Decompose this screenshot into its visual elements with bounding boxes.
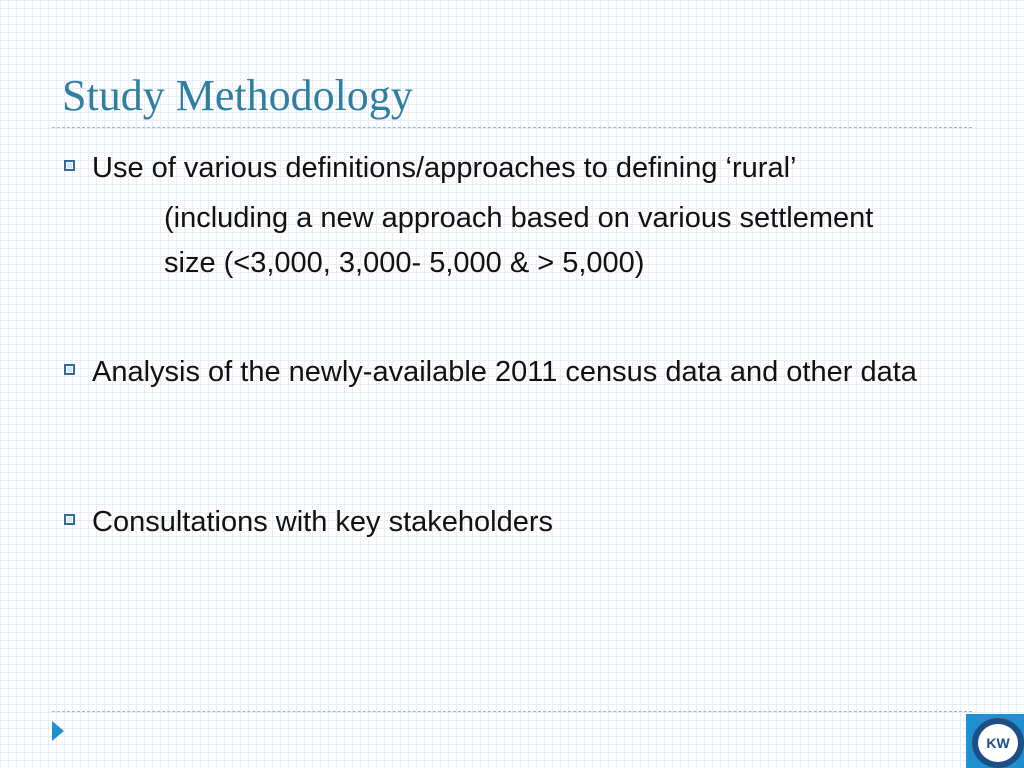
bullet-item [64, 146, 924, 190]
bullet-text: Analysis of the newly-available 2011 census data and other data [92, 356, 917, 388]
checkbox-bullet-icon [64, 514, 75, 525]
bullet-item [64, 500, 924, 544]
slide-title: Study Methodology [62, 71, 413, 120]
triangle-right-icon[interactable] [52, 721, 64, 741]
bullet-text: Use of various definitions/approaches to defining ‘rural’ [92, 152, 797, 184]
footer-divider [52, 711, 972, 712]
kw-logo: KW [972, 718, 1024, 768]
checkbox-bullet-icon [64, 364, 75, 375]
bullet-item [64, 350, 924, 394]
bullet-text: Consultations with key stakeholders [92, 506, 554, 538]
checkbox-bullet-icon [64, 160, 75, 171]
title-divider [52, 127, 972, 128]
bullet-sub-text: (including a new approach based on various settlement size (<3,000, 3,000- 5,000 & > 5,000) [164, 202, 874, 279]
